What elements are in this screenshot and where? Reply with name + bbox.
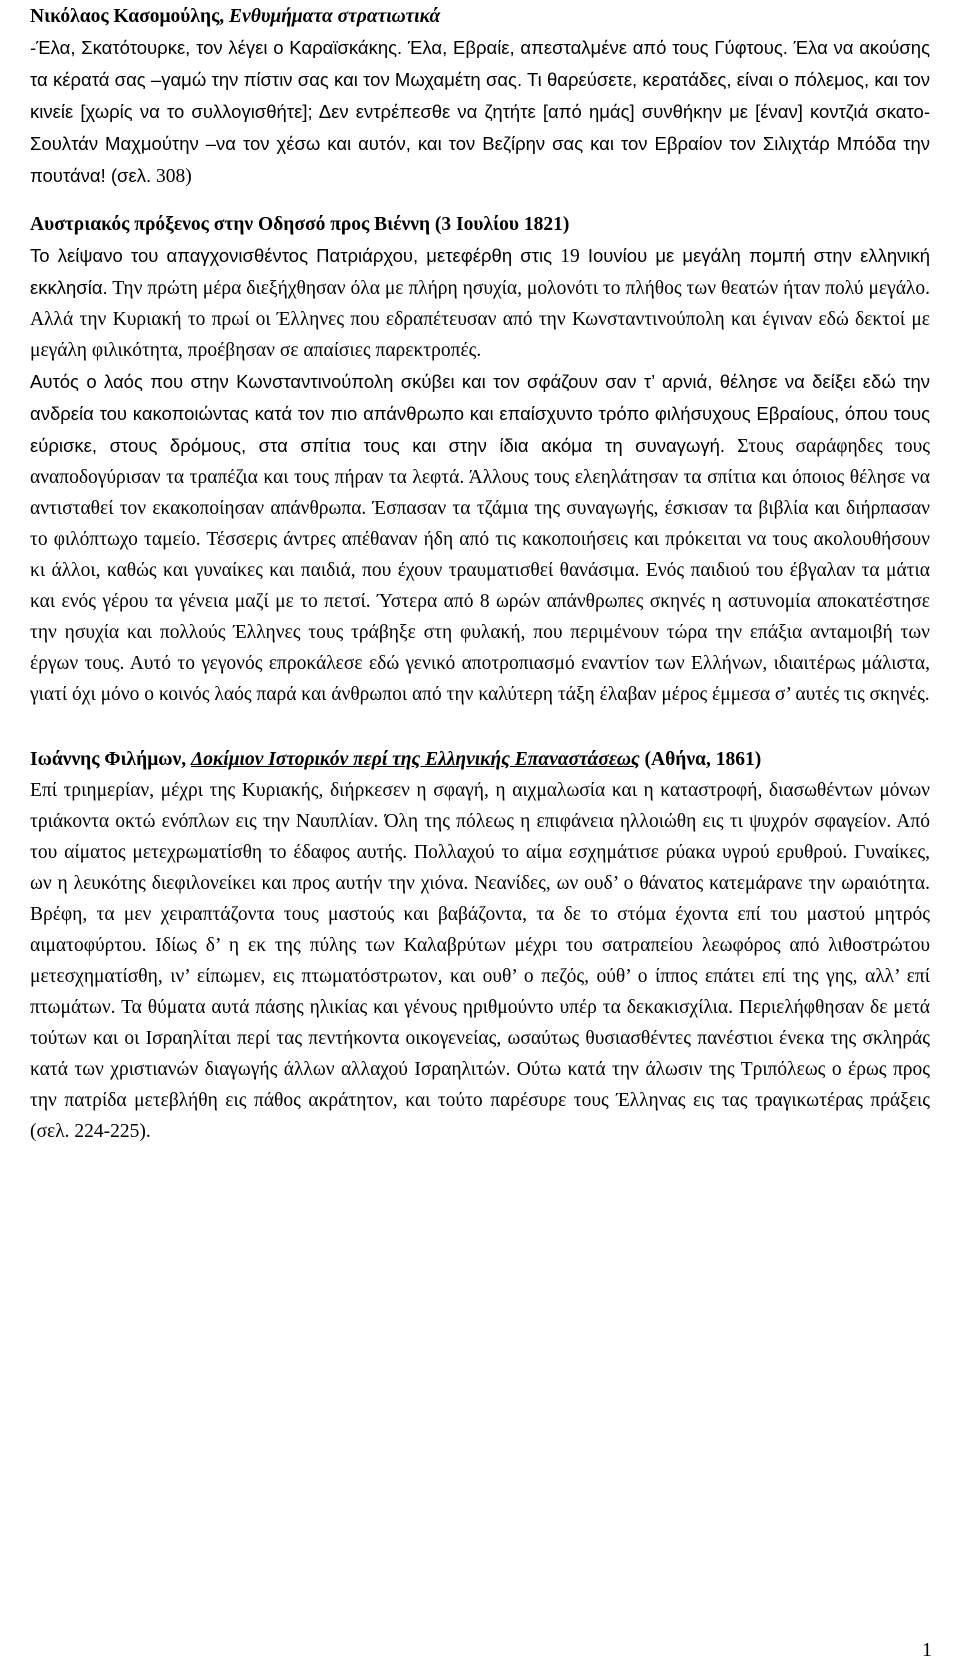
quote-paragraph [30, 32, 930, 192]
report-paragraph-2 [30, 366, 930, 710]
report-text: Στους σαράφηδες τους αναποδογύρισαν τα τραπέζια και τους πήραν τα λεφτά. Άλλους τους ελεηλάτησαν τα σπίτια και όποιος θέλησε να αντισταθεί τον εκακοποίησαν απάνθρωπα. Έσπασαν τα τζάμια της συναγωγής, έσκισαν τα βιβλία και διήρπασαν το φιλόπτωχο ταμείο. Τέσσερις άντρες απέθαναν ήδη από τις κακοποιήσεις και πρόκειται να τους ακολουθήσουν κι άλλοι, καθώς και γυναίκες και παιδιά, που έχουν τραυματισθεί θανάσιμα. Ενός παιδιού του έβγαλαν τα μάτια και ενός γέρου τα γένεια μαζί με το πετσί. Ύστερα από 8 ωρών απάνθρωπες σκηνές η αστυνομία αποκατέστησε την ησυχία και πολλούς Έλληνες τους τράβηξε στη φυλακή, που περιμένουν τώρα την επάξια ανταμοιβή των έργων τους. Αυτό το γεγονός επροκάλεσε εδώ γενικό αποτροπιασμό εναντίον των Ελλήνων, ιδιαιτέρως μάλιστα, γιατί όχι μόνο ο κοινός λαός παρά και άνθρωποι από την καλύτερη τάξη έλαβαν μέρος έμμεσα σ’ αυτές τις σκηνές. [30, 436, 930, 705]
section-heading [30, 1, 930, 32]
page-number: 1 [922, 1639, 932, 1661]
section-austrian-consul [30, 209, 930, 710]
report-text: Αλλά την Κυριακή το πρωί οι Έλληνες που εδραπέτευσαν από την Κωνσταντινούπολη και έγιναν εδώ δεκτοί με μεγάλη φιλικότητα, προέβησαν σε απαίσιες παρεκτροπές. [30, 309, 930, 361]
page-reference: 308) [151, 166, 192, 187]
section-heading [30, 744, 930, 775]
report-text: Ιουνίου με μεγάλη πομπή στην ελληνική εκκλησία. [30, 245, 931, 298]
author-name: Νικόλαος Κασομούλης, [30, 6, 225, 27]
publication-info: (Αθήνα, 1861) [639, 749, 762, 770]
report-text: Το λείψανο του απαγχονισθέντος Πατριάρχου, μετεφέρθη στις [30, 245, 561, 266]
author-name: Ιωάννης Φιλήμων, [30, 749, 191, 770]
report-text: Αυτός ο λαός που στην Κωνσταντινούπολη σκύβει και τον σφάζουν σαν τ’ αρνιά, θέλησε να δείξει εδώ την ανδρεία του κακοποιώντας κατά τον πιο απάνθρωπο και επαίσχυντο τρόπο φιλήσυχους Εβραίους, όπου τους εύρισκε, στους δρόμους, στα σπίτια τους και στην ίδια ακόμα τη συναγωγή. [30, 371, 930, 456]
section-kasomoulis [30, 1, 930, 192]
section-heading: Αυστριακός πρόξενος στην Οδησσό προς Βιέννη (3 Ιουλίου 1821) [30, 214, 570, 235]
report-paragraph-1 [30, 240, 930, 366]
work-title: Ενθυμήματα στρατιωτικά [229, 6, 441, 27]
book-title: Δοκίμιον Ιστορικόν περί της Ελληνικής Επαναστάσεως [190, 749, 640, 770]
quote-text: -Έλα, Σκατότουρκε, τον λέγει ο Καραϊσκάκης. Έλα, Εβραίε, απεσταλμένε από τους Γύφτους. Έλα να ακούσης τα κέρατά σας –γαμώ την πίστιν σας και τον Μωχαμέτη σας. Τι θαρεύσετε, κερατάδες, είναι ο πόλεμος, και τον κινείε [χωρίς να το συλλογισθήτε]; Δεν εντρέπεσθε να ζητήτε [από ημάς] συνθήκην με [έναν] κοντζιά σκατο-Σουλτάν Μαχμούτην –να τον χέσω και αυτόν, και τον Βεζίρην σας και τον Εβραίον τον Σιλιχτάρ Μπόδα την πουτάνα! (σελ. [30, 37, 930, 186]
document-page [30, 0, 930, 1147]
history-paragraph: Επί τριημερίαν, μέχρι της Κυριακής, διήρκεσεν η σφαγή, η αιχμαλωσία και η καταστροφή, διασωθέντων μόνων τριάκοντα οκτώ ενόπλων εις την Ναυπλίαν. Όλη της πόλεως η επιφάνεια ηλλοιώθη εις τι ψυχρόν σφαγείον. Από του αίματος μετεχρωματίσθη το έδαφος αυτής. Πολλαχού το αίμα εσχημάτισε ρύακα υγρού ερυθρού. Γυναίκες, ων η λευκότης διεφιλονείκει και προς αυτήν την χιόνα. Νεανίδες, ων ουδ’ ο θάνατος κατεμάρανε την ωραιότητα. Βρέφη, τα μεν χειραπτάζοντα τους μαστούς και βαβάζοντα, τα δε το στόμα έχοντα επί του μαστού μητρός αιματοφύρτου. Ιδίως δ’ η εκ της πύλης των Καλαβρύτων μέχρι του σατραπείου λεωφόρος από λιθοστρώτου μετεσχηματίσθη, ιν’ είπωμεν, εις πτωματόστρωτον, και ουθ’ ο πεζός, ούθ’ ο ίππος επάτει επί της γης, αλλ’ επί πτωμάτων. Τα θύματα αυτά πάσης ηλικίας και γένους ηριθμούντο υπέρ τα δεκακισχίλια. Περιελήφθησαν δε μετά τούτων και οι Ισραηλίται περί τας πεντήκοντα οικογενείας, ωσαύτως θυσιασθέντες πανέστιοι ένεκα της σκληράς κατά των χριστιανών διαγωγής άλλων αλλαχού Ισραηλιτών. Ούτω κατά την άλωσιν της Τριπόλεως ο έρως προς την πατρίδα μετεβλήθη εις πάθος ακράτητον, και τούτο παρέσυρε τους Έλληνας εις τας τραγικωτέρας πράξεις (σελ. 224-225). [30, 780, 930, 1142]
report-date-number: 19 [560, 246, 580, 267]
report-text: Την πρώτη μέρα διεξήχθησαν όλα με πλήρη ησυχία, μολονότι το πλήθος των θεατών ήταν πολύ μεγάλο. [107, 278, 930, 299]
section-filimon [30, 744, 930, 1147]
